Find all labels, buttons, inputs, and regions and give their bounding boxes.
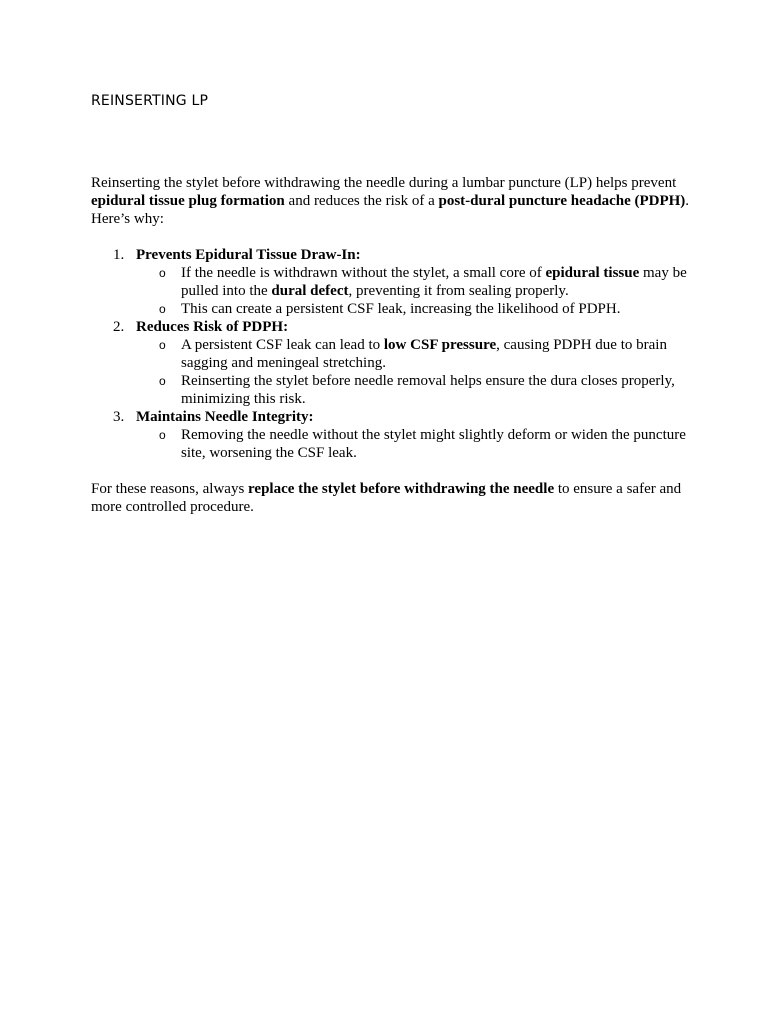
sub-text: , causing PDPH due to brain sagging and meningeal stretching. xyxy=(181,337,667,371)
sub-bold: low CSF pressure xyxy=(383,337,497,353)
document-heading: REINSERTING LP xyxy=(91,93,209,109)
intro-text-3: . Here’s why: xyxy=(91,193,690,227)
sub-text: , preventing it from sealing properly. xyxy=(348,283,569,299)
conclusion-text-1: For these reasons, always xyxy=(91,481,249,497)
bullet-icon: o xyxy=(159,374,166,388)
conclusion-bold: replace the stylet before withdrawing the needle xyxy=(248,481,555,497)
sub-list-2 xyxy=(136,336,691,408)
intro-bold-1: epidural tissue plug formation xyxy=(91,193,285,209)
list-item-1 xyxy=(91,246,691,318)
bullet-icon: o xyxy=(159,302,166,316)
list-title-2: Reduces Risk of PDPH: xyxy=(136,319,289,335)
sub-bold: epidural tissue xyxy=(545,265,640,281)
sub-item-1-1 xyxy=(136,264,691,300)
intro-paragraph xyxy=(91,174,691,228)
sub-text: If the needle is withdrawn without the stylet, a small core of xyxy=(181,265,546,281)
sub-text: Reinserting the stylet before needle removal helps ensure the dura closes properly, minimizing this risk. xyxy=(181,373,675,407)
conclusion-text-2: to ensure a safer and more controlled procedure. xyxy=(91,481,682,515)
sub-text: A persistent CSF leak can lead to xyxy=(181,337,384,353)
sub-item-2-2 xyxy=(136,372,691,408)
conclusion-paragraph xyxy=(91,480,691,516)
sub-text: may be pulled into the xyxy=(181,265,687,299)
sub-text: Removing the needle without the stylet might slightly deform or widen the puncture site, worsening the CSF leak. xyxy=(181,427,686,461)
intro-text-2: and reduces the risk of a xyxy=(284,193,439,209)
intro-bold-2: post-dural puncture headache (PDPH) xyxy=(438,193,686,209)
list-number-3: 3. xyxy=(113,409,125,425)
sub-item-1-2 xyxy=(136,300,691,318)
list-item-3 xyxy=(91,408,691,462)
bullet-icon: o xyxy=(159,266,166,280)
list-number-2: 2. xyxy=(113,319,125,335)
list-title-1: Prevents Epidural Tissue Draw-In: xyxy=(136,247,361,263)
sub-text: This can create a persistent CSF leak, increasing the likelihood of PDPH. xyxy=(181,301,621,317)
document-body xyxy=(91,174,691,516)
bullet-icon: o xyxy=(159,338,166,352)
list-title-3: Maintains Needle Integrity: xyxy=(136,409,314,425)
intro-text-1: Reinserting the stylet before withdrawing the needle during a lumbar puncture (LP) helps prevent xyxy=(91,175,677,191)
bullet-icon: o xyxy=(159,428,166,442)
reasons-list xyxy=(91,246,691,462)
sub-list-3 xyxy=(136,426,691,462)
sub-bold: dural defect xyxy=(271,283,349,299)
sub-list-1 xyxy=(136,264,691,318)
sub-item-2-1 xyxy=(136,336,691,372)
list-item-2 xyxy=(91,318,691,408)
sub-item-3-1 xyxy=(136,426,691,462)
list-number-1: 1. xyxy=(113,247,125,263)
